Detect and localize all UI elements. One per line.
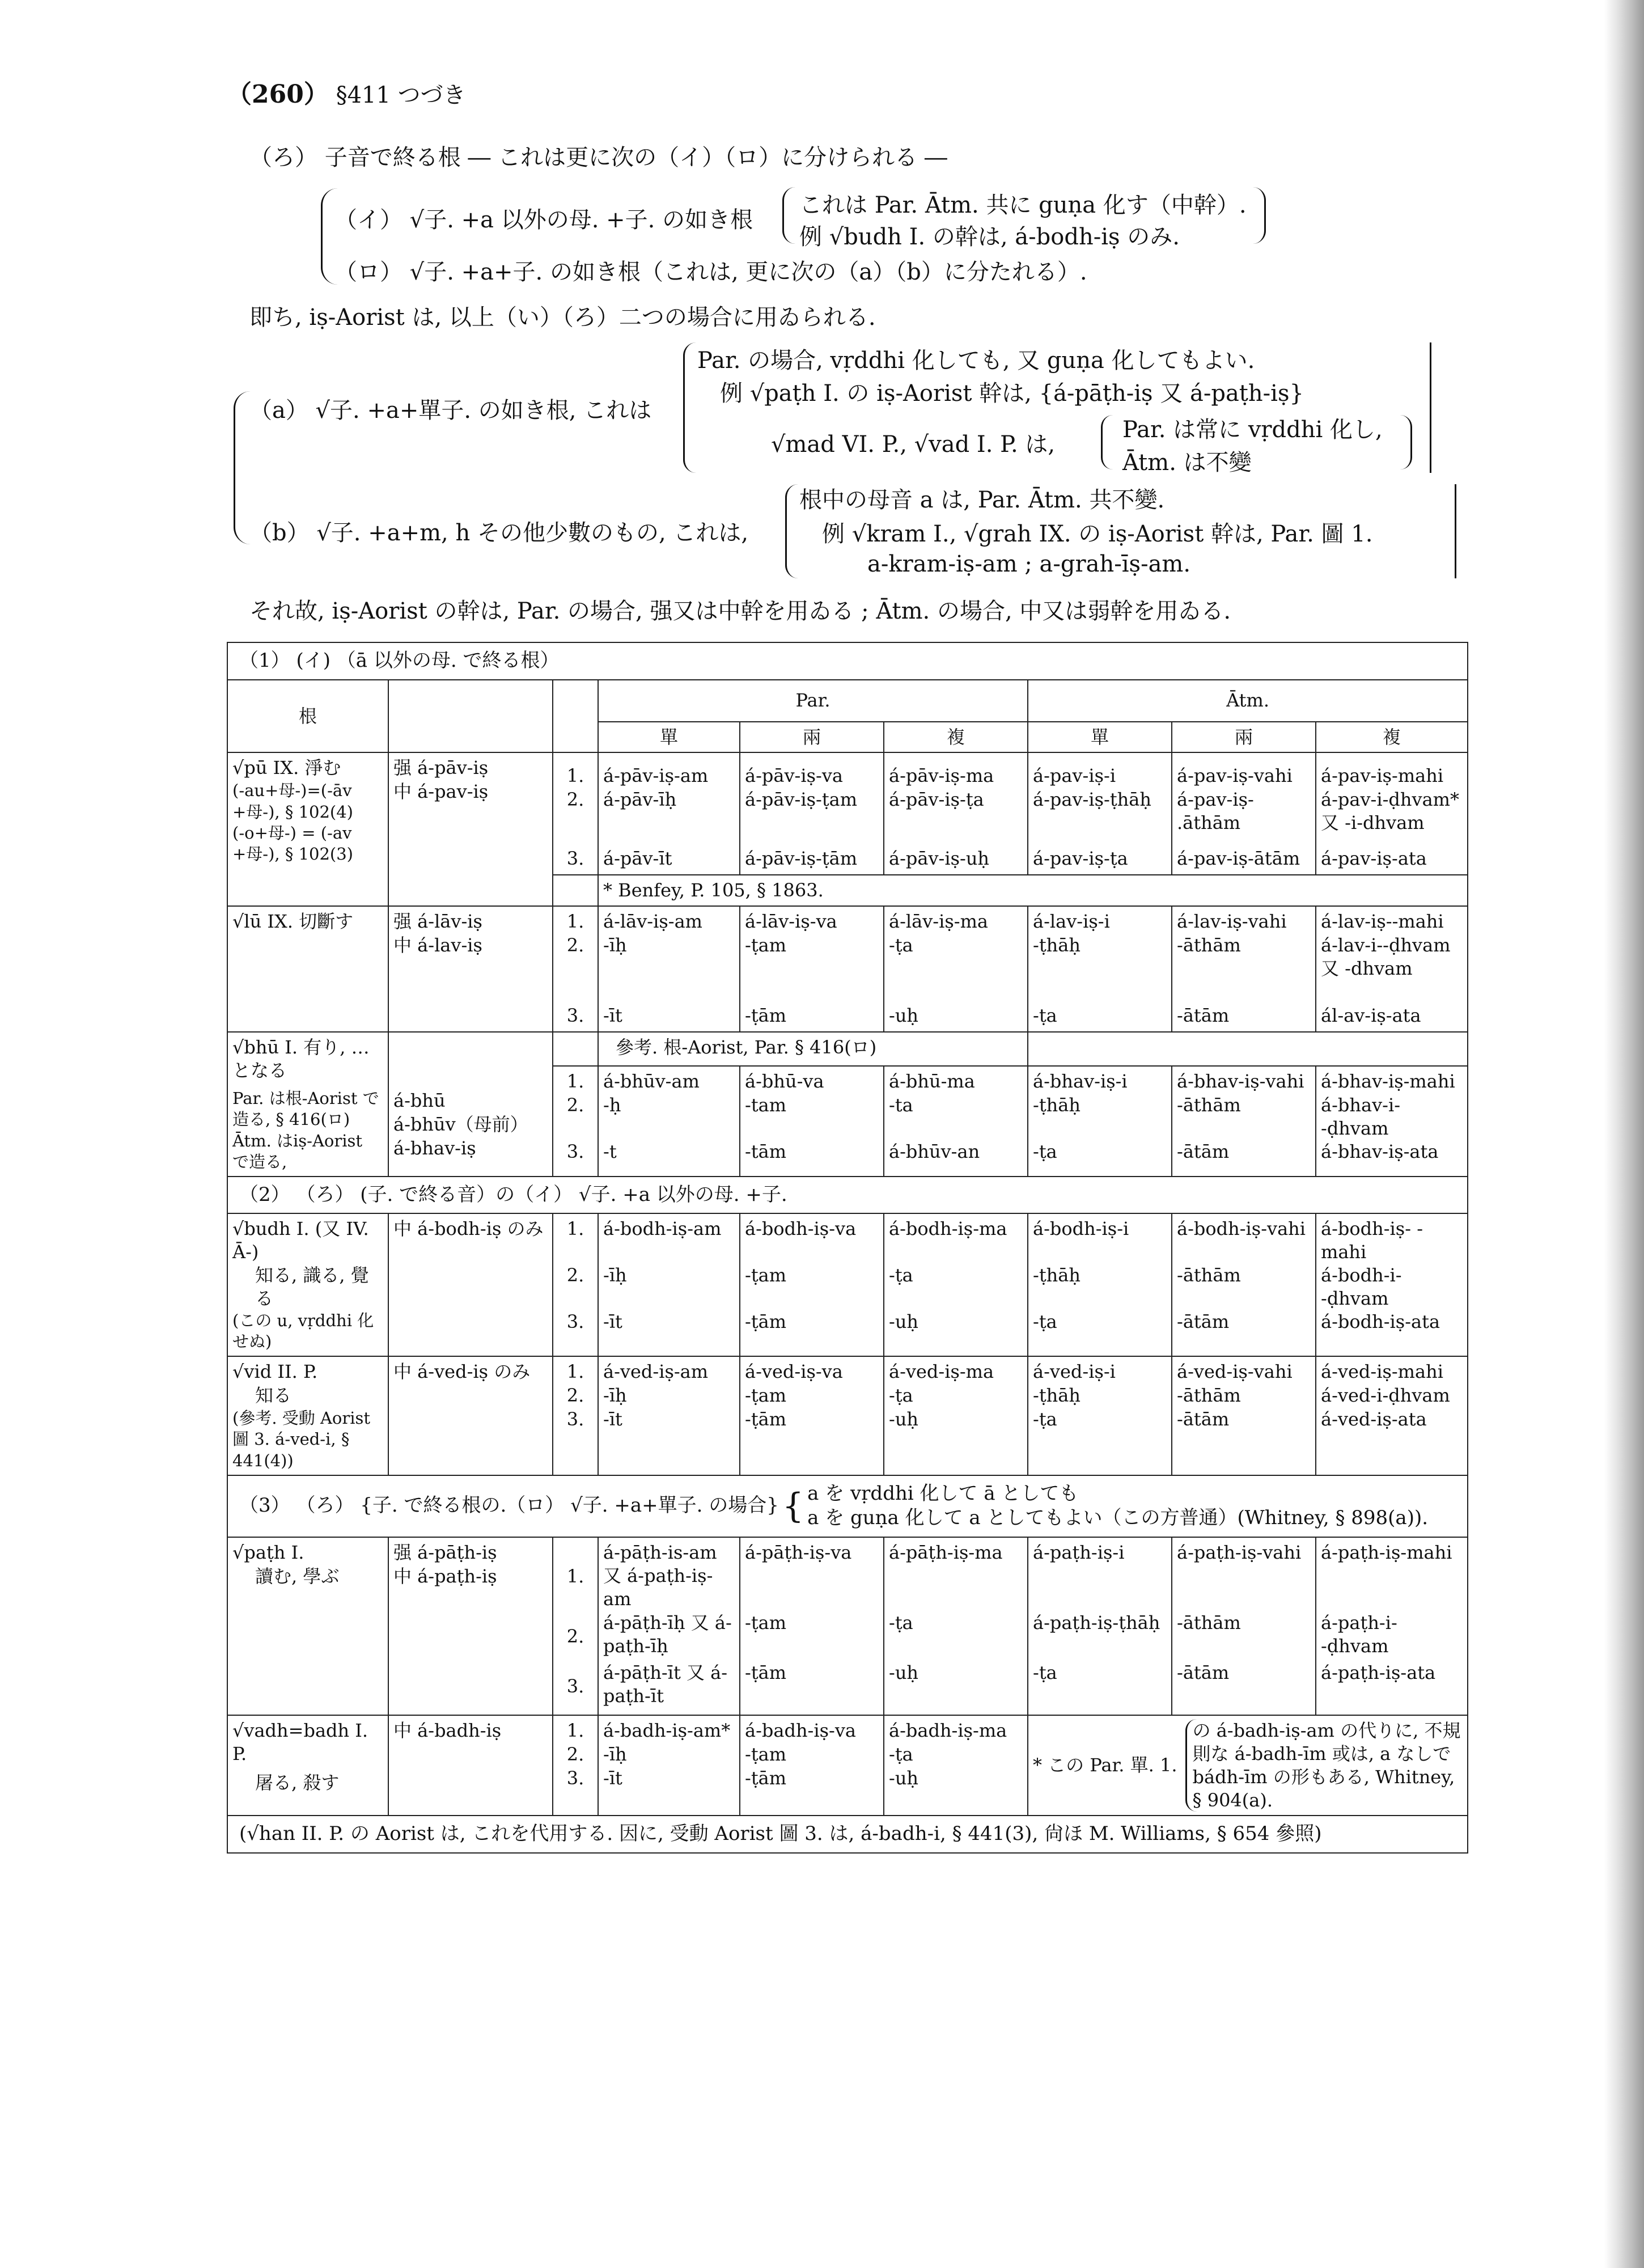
root-pu-name: √pū IX. 淨む [232,757,341,779]
root-vid [227,1356,388,1475]
form-cell: -uḥ [889,1311,919,1333]
stem-lu-middle: 中 á-lav-iṣ [393,934,482,957]
person-1: 1. [566,1361,584,1383]
form-cell: -īt [603,1408,622,1431]
table-row-vadh [227,1715,1468,1816]
intro-a-line1: Par. の場合, vṛddhi 化しても, 又 guṇa 化してもよい. [697,348,1255,374]
section-2-row [227,1177,1468,1214]
person-lu [553,906,598,1032]
form-cell: á-bhav-iṣ-i [1033,1070,1128,1092]
form-cell: á-lav-iṣ-i [1033,911,1110,933]
form-cell: á-pāv-īḥ [603,789,677,811]
stem-lu-strong: 强 á-lāv-iṣ [393,911,482,933]
stem-pu-strong: 强 á-pāv-iṣ [393,757,489,779]
atm-du-header: 兩 [1172,722,1316,753]
section-3-row [227,1475,1468,1537]
person-2: 2. [566,789,584,811]
root-vadh-gloss: 屠る, 殺す [255,1771,340,1793]
form-cell: -ṭhāḥ [1033,934,1081,957]
col-person-header [553,680,598,753]
vid-par-pl [884,1356,1028,1475]
bhu-par-pl [884,1066,1028,1177]
form-cell: á-pāṭh-īt 又 á-paṭh-īt [603,1661,728,1707]
bottom-note: (√han II. P. の Aorist は, これを代用する. 因に, 受動 Aorist 圖 3. は, á-badh-i, § 441(3), 尙ほ M. Williams, § 654 參照) [227,1816,1468,1853]
budh-par-du [740,1213,884,1356]
brace-i-note [782,187,795,244]
stem-bhu-1: á-bhū [393,1090,446,1112]
stem-lu [388,906,553,1032]
person-1: 1. [566,1070,584,1092]
root-vid-name: √vid II. P. [232,1361,318,1383]
stem-budh: 中 á-bodh-iṣ のみ [388,1213,553,1356]
root-lu: √lū IX. 切斷す [227,906,388,1032]
path-atm-sg [1028,1537,1172,1715]
b-right-bar [1455,484,1456,578]
form-cell: á-pav-i-ḍhvam* 又 -i-dhvam [1321,789,1459,834]
person-3: 3. [566,1767,584,1789]
person-3: 3. [566,848,584,870]
form-cell: -uḥ [889,1005,919,1027]
pu-atm-du [1172,752,1316,875]
intro-b-line3: a-kram-iṣ-am ; a-grah-īṣ-am. [867,551,1191,577]
budh-par-sg [598,1213,740,1356]
form-cell: -ṭām [745,1005,787,1027]
form-cell: á-bhav-iṣ-mahi [1321,1070,1455,1092]
scan-edge-shadow [1604,0,1644,2268]
form-cell: á-lav-iṣ--mahi [1321,911,1444,933]
form-cell: á-pav-iṣ- .āthām [1177,789,1254,834]
root-bhu-name: √bhū I. 有り, …となる [232,1036,370,1082]
form-cell: -ṭam [745,1385,787,1407]
form-cell: -ṭa [889,1385,913,1407]
form-cell: -ātām [1177,1140,1230,1162]
intro-i-note1: これは Par. Ātm. 共に guṇa 化す（中幹）. [799,192,1247,218]
form-cell: -ṭa [1033,1140,1057,1162]
form-cell: -ṭa [1033,1005,1057,1027]
form-cell: -ātām [1177,1311,1230,1333]
pu-par-pl [884,752,1028,875]
root-path-name: √paṭh I. [232,1541,304,1563]
root-bhu-note2: Ātm. はiṣ-Aorist で造る, [232,1131,363,1171]
bhu-par-sg [598,1066,740,1177]
form-cell: á-paṭh-i- -ḍhvam [1321,1611,1397,1657]
vadh-par-pl [884,1715,1028,1816]
person-3: 3. [566,1140,584,1162]
form-cell: á-badh-iṣ-am* [603,1719,731,1741]
form-cell: á-paṭh-iṣ-mahi [1321,1541,1452,1563]
person-2: 2. [566,1094,584,1116]
form-cell: -īt [603,1767,622,1789]
form-cell: á-paṭh-iṣ-ṭhāḥ [1033,1611,1160,1634]
bottom-note-row [227,1816,1468,1853]
path-par-pl [884,1537,1028,1715]
section-3-option-1: a を vṛddhi 化して ā としても [807,1482,1079,1505]
empty-cell [1028,1032,1468,1065]
form-cell: á-pāv-īt [603,848,672,870]
section-1-title: （1） (イ) （ā 以外の母. で終る根） [227,642,1468,680]
vid-par-du [740,1356,884,1475]
form-cell: á-pav-iṣ-vahi [1177,765,1293,787]
form-cell: á-bhūv-am [603,1070,700,1092]
form-cell: -īḥ [603,1385,627,1407]
form-cell: á-pav-iṣ-ṭa [1033,848,1128,870]
atm-sg-header: 單 [1028,722,1172,753]
form-cell: á-lāv-iṣ-ma [889,911,988,933]
root-pu-note2: (-o+母-) = (-av +母-), § 102(3) [232,823,353,864]
form-cell: á-bodh-i- -ḍhvam [1321,1264,1402,1310]
intro-ro-label: （ロ） √子. +a+子. の如き根（これは, 更に次の（a）（b）に分たれる）. [334,259,1087,285]
form-cell: -ātām [1177,1408,1230,1431]
budh-par-pl [884,1213,1028,1356]
stem-path [388,1537,553,1715]
section-ref: §411 つづき [336,82,466,108]
stem-bhu-3: á-bhav-iṣ [393,1137,476,1160]
intro-b-line2: 例 √kram I., √grah IX. の iṣ-Aorist 幹は, Par. 圖 1. [822,521,1373,547]
form-cell: á-lav-iṣ-vahi [1177,911,1287,933]
root-budh [227,1213,388,1356]
root-path-gloss: 讀む, 學ぶ [255,1565,340,1587]
intro-i-note2: 例 √budh I. の幹は, á-bodh-iṣ のみ. [799,224,1180,250]
path-par-du [740,1537,884,1715]
form-cell: á-pāv-iṣ-ṭa [889,789,984,811]
stem-pu-middle: 中 á-pav-iṣ [393,781,489,803]
form-cell: á-bodh-iṣ-va [745,1218,857,1240]
form-cell: á-paṭh-iṣ-vahi [1177,1541,1302,1563]
form-cell: -ātām [1177,1005,1230,1027]
form-cell: -ta [889,1094,913,1116]
form-cell: -āthām [1177,1611,1241,1634]
person-vadh [553,1715,598,1816]
header-row-1 [227,680,1468,722]
path-par-sg [598,1537,740,1715]
person-2: 2. [566,1385,584,1407]
intro-a-line3c: Ātm. は不變 [1122,450,1252,476]
person-pu [553,752,598,875]
stem-pu [388,752,553,906]
a-right-bar [1430,342,1431,473]
bhu-par-du [740,1066,884,1177]
root-bhu-note1: Par. は根-Aorist で造る, § 416(ロ) [232,1089,379,1129]
root-budh-note: (この u, vṛddhi 化せぬ) [232,1311,374,1352]
person-budh [553,1213,598,1356]
form-cell: á-bodh-iṣ-ma [889,1218,1007,1240]
root-pu-note1: (-au+母-)=(-āv +母-), § 102(4) [232,781,353,822]
table-row-budh [227,1213,1468,1356]
vid-atm-pl [1316,1356,1468,1475]
root-path [227,1537,388,1715]
section-3-title [227,1475,1468,1537]
person-1: 1. [566,765,584,787]
root-pu [227,752,388,906]
root-bhu [227,1032,388,1176]
form-cell: á-bhav-iṣ-vahi [1177,1070,1304,1092]
pu-atm-pl [1316,752,1468,875]
form-cell: -īt [603,1311,622,1333]
intro-sorekare: それ故, iṣ-Aorist の幹は, Par. の場合, 强又は中幹を用ゐる ; Ātm. の場合, 中又は弱幹を用ゐる. [249,598,1231,624]
root-vid-note: (參考. 受動 Aorist 圖 3. á-ved-i, § 441(4)) [232,1408,371,1470]
form-cell: á-bhūv-an [889,1140,980,1162]
pu-footnote: * Benfey, P. 105, § 1863. [598,875,1468,906]
form-cell: -ṭa [1033,1408,1057,1431]
root-budh-name: √budh I. (又 IV. Ā-) [232,1218,369,1263]
lu-atm-pl [1316,906,1468,1032]
form-cell: á-pav-iṣ-i [1033,765,1116,787]
form-cell: á-bodh-iṣ-ata [1321,1311,1440,1333]
form-cell: -āthām [1177,1385,1241,1407]
person-1: 1. [566,1565,584,1587]
form-cell: -tām [745,1140,787,1162]
brace-mad-vad-right [1400,415,1412,469]
section-3-brace: { [782,1486,804,1526]
form-cell: -ṭa [889,1743,913,1765]
form-cell: á-bodh-iṣ-am [603,1218,722,1240]
table-row-bhu-ref [227,1032,1468,1065]
lu-atm-sg [1028,906,1172,1032]
intro-b-line1: 根中の母音 a は, Par. Ātm. 共不變. [799,487,1165,513]
form-cell: -ṭam [745,1743,787,1765]
form-cell: á-pāv-iṣ-am [603,765,709,787]
form-cell: -tam [745,1094,787,1116]
table-row-lu [227,906,1468,1032]
intro-line-ro: （ろ） 子音で終る根 ― これは更に次の（イ）（ロ）に分けられる ― [249,145,947,171]
form-cell: -ṭam [745,1611,787,1634]
form-cell: á-paṭh-iṣ-i [1033,1541,1125,1563]
form-cell: á-bodh-iṣ-vahi [1177,1218,1306,1240]
page-number: （260） [227,80,329,109]
person-3: 3. [566,1675,584,1697]
form-cell: -t [603,1140,617,1162]
stem-vadh: 中 á-badh-iṣ [388,1715,553,1816]
form-cell: á-badh-iṣ-va [745,1719,856,1741]
stem-vid: 中 á-ved-iṣ のみ [388,1356,553,1475]
bhu-ref-note: 參考. 根-Aorist, Par. § 416(ロ) [598,1032,1028,1065]
person-2: 2. [566,1743,584,1765]
form-cell: -ṭam [745,934,787,957]
empty-cell [553,1032,598,1065]
vadh-note [1028,1715,1468,1816]
vadh-par-du [740,1715,884,1816]
pu-par-sg [598,752,740,875]
form-cell: á-ved-iṣ-ata [1321,1408,1427,1431]
form-cell: -āthām [1177,934,1241,957]
form-cell: á-ved-iṣ-ma [889,1361,994,1383]
vadh-note-label: * この Par. 單. 1. [1033,1754,1177,1776]
vid-atm-du [1172,1356,1316,1475]
person-1: 1. [566,1719,584,1741]
form-cell: á-bhav-i- -ḍhvam [1321,1094,1400,1139]
person-3: 3. [566,1408,584,1431]
brace-mad-vad [1101,415,1113,469]
form-cell: á-bodh-iṣ- -mahi [1321,1218,1423,1263]
form-cell: -ṭa [1033,1661,1057,1683]
vid-par-sg [598,1356,740,1475]
section-3-option-2: a を guṇa 化して a としてもよい（この方普通）(Whitney, § 898(a)). [807,1507,1429,1530]
form-cell: -ḥ [603,1094,621,1116]
form-cell: á-lāv-iṣ-va [745,911,837,933]
vid-atm-sg [1028,1356,1172,1475]
form-cell: á-pāṭh-iṣ-ma [889,1541,1003,1563]
person-3: 3. [566,1311,584,1333]
person-1: 1. [566,911,584,933]
section-2-title: （2） （ろ） (子. で終る音）の（イ） √子. +a 以外の母. +子. [227,1177,1468,1214]
brace-b-detail [785,484,798,578]
brace-i-note-right [1253,187,1266,244]
intro-sokuchi: 即ち, iṣ-Aorist は, 以上（い）（ろ）二つの場合に用ゐられる. [249,304,876,331]
col-root-header: 根 [227,680,388,753]
form-cell: -ṭa [889,1611,913,1634]
table-row-path [227,1537,1468,1715]
person-2: 2. [566,934,584,957]
pu-par-du [740,752,884,875]
col-atm-header: Ātm. [1028,680,1468,722]
atm-pl-header: 複 [1316,722,1468,753]
form-cell: á-lāv-iṣ-am [603,911,702,933]
form-cell: á-pāv-iṣ-va [745,765,843,787]
par-du-header: 兩 [740,722,884,753]
form-cell: -uḥ [889,1408,919,1431]
form-cell: á-lav-i--ḍhvam 又 -dhvam [1321,934,1451,980]
form-cell: -uḥ [889,1767,919,1789]
col-par-header: Par. [598,680,1028,722]
root-vid-gloss: 知る [255,1385,292,1407]
stem-path-middle: 中 á-paṭh-iṣ [393,1565,497,1587]
intro-a-label: （a） √子. +a+單子. の如き根, これは [249,397,652,424]
root-vadh-name: √vadh=badh I. P. [232,1719,368,1765]
form-cell: á-pāṭh-is-am 又 á-paṭh-iṣ-am [603,1541,717,1610]
form-cell: á-pāṭh-iṣ-va [745,1541,852,1563]
budh-atm-du [1172,1213,1316,1356]
intro-a-line2: 例 √paṭh I. の iṣ-Aorist 幹は, {á-pāṭh-iṣ 又 á-paṭh-iṣ} [720,380,1304,407]
form-cell: -uḥ [889,1661,919,1683]
form-cell: -ṭām [745,1767,787,1789]
budh-atm-pl [1316,1213,1468,1356]
section-1-row [227,642,1468,680]
bhu-atm-pl [1316,1066,1468,1177]
form-cell: -ṭām [745,1661,787,1683]
aorist-table [227,642,1468,1854]
form-cell: á-pav-iṣ-ātām [1177,848,1300,870]
form-cell: á-pāv-iṣ-uḥ [889,848,990,870]
section-3-main: （3） （ろ） {子. で終る根の.（ロ） √子. +a+單子. の場合} [239,1494,779,1517]
table-row-pu [227,752,1468,875]
person-vid [553,1356,598,1475]
root-vadh [227,1715,388,1816]
form-cell: á-pav-iṣ-mahi [1321,765,1444,787]
par-sg-header: 單 [598,722,740,753]
form-cell: -āthām [1177,1094,1241,1116]
lu-par-pl [884,906,1028,1032]
form-cell: -īḥ [603,934,627,957]
form-cell: -ṭhāḥ [1033,1094,1081,1116]
form-cell: á-bodh-iṣ-i [1033,1218,1129,1240]
person-path [553,1537,598,1715]
lu-atm-du [1172,906,1316,1032]
form-cell: -ṭhāḥ [1033,1385,1081,1407]
form-cell: -ṭa [1033,1311,1057,1333]
stem-bhu-2: á-bhūv（母前） [393,1114,528,1136]
form-cell: á-pāv-iṣ-ṭam [745,789,858,811]
form-cell: á-bhū-va [745,1070,824,1092]
section-3-options [807,1482,1428,1531]
form-cell: á-pāṭh-īḥ 又 á-paṭh-īḥ [603,1611,732,1657]
par-pl-header: 複 [884,722,1028,753]
form-cell: -ṭa [889,1264,913,1287]
form-cell: á-ved-iṣ-i [1033,1361,1116,1383]
form-cell: -ṭa [889,934,913,957]
pu-atm-sg [1028,752,1172,875]
form-cell: á-pāv-iṣ-ṭām [745,848,858,870]
form-cell: á-ved-iṣ-mahi [1321,1361,1443,1383]
form-cell: -īḥ [603,1264,627,1287]
person-2: 2. [566,1264,584,1287]
col-stem-header [388,680,553,753]
path-atm-du [1172,1537,1316,1715]
page-header [227,74,466,110]
form-cell: -ṭām [745,1408,787,1431]
form-cell: -īḥ [603,1743,627,1765]
intro-a-line3: √mad VI. P., √vad I. P. は, [771,431,1056,458]
form-cell: á-pav-iṣ-ṭhāḥ [1033,789,1151,811]
form-cell: á-ved-iṣ-am [603,1361,709,1383]
budh-atm-sg [1028,1213,1172,1356]
empty-cell [553,875,598,906]
table-row-vid [227,1356,1468,1475]
form-cell: á-badh-iṣ-ma [889,1719,1007,1741]
form-cell: -ātām [1177,1661,1230,1683]
form-cell: á-pav-iṣ-ata [1321,848,1427,870]
intro-b-label: （b） √子. +a+m, h その他少數のもの, これは, [249,520,749,546]
person-bhu [553,1066,598,1177]
brace-a-detail [683,342,696,473]
form-cell: ál-av-iṣ-ata [1321,1005,1421,1027]
bhu-atm-sg [1028,1066,1172,1177]
form-cell: -āthām [1177,1264,1241,1287]
person-2: 2. [566,1625,584,1647]
stem-path-strong: 强 á-pāṭh-iṣ [393,1541,497,1563]
person-1: 1. [566,1218,584,1240]
form-cell: -ṭām [745,1311,787,1333]
form-cell: -ṭam [745,1264,787,1287]
vadh-par-sg [598,1715,740,1816]
path-atm-pl [1316,1537,1468,1715]
intro-a-line3b: Par. は常に vṛddhi 化し, [1122,417,1383,443]
form-cell: á-pāv-iṣ-ma [889,765,994,787]
root-budh-gloss: 知る, 識る, 覺る [255,1264,369,1310]
stem-bhu [388,1032,553,1176]
person-3: 3. [566,1005,584,1027]
bhu-atm-du [1172,1066,1316,1177]
form-cell: á-ved-iṣ-vahi [1177,1361,1293,1383]
form-cell: á-ved-iṣ-va [745,1361,843,1383]
form-cell: -īt [603,1005,622,1027]
form-cell: á-bhū-ma [889,1070,975,1092]
form-cell: á-paṭh-iṣ-ata [1321,1661,1436,1683]
lu-par-sg [598,906,740,1032]
lu-par-du [740,906,884,1032]
form-cell: á-ved-i-ḍhvam [1321,1385,1450,1407]
form-cell: á-bhav-iṣ-ata [1321,1140,1439,1162]
intro-i-label: （イ） √子. +a 以外の母. +子. の如き根 [334,207,753,233]
vadh-note-text: の á-badh-iṣ-am の代りに, 不規則な á-badh-īm 或は, a なしで bádh-īm の形もある, Whitney, § 904(a). [1185,1719,1463,1812]
form-cell: -ṭhāḥ [1033,1264,1081,1287]
